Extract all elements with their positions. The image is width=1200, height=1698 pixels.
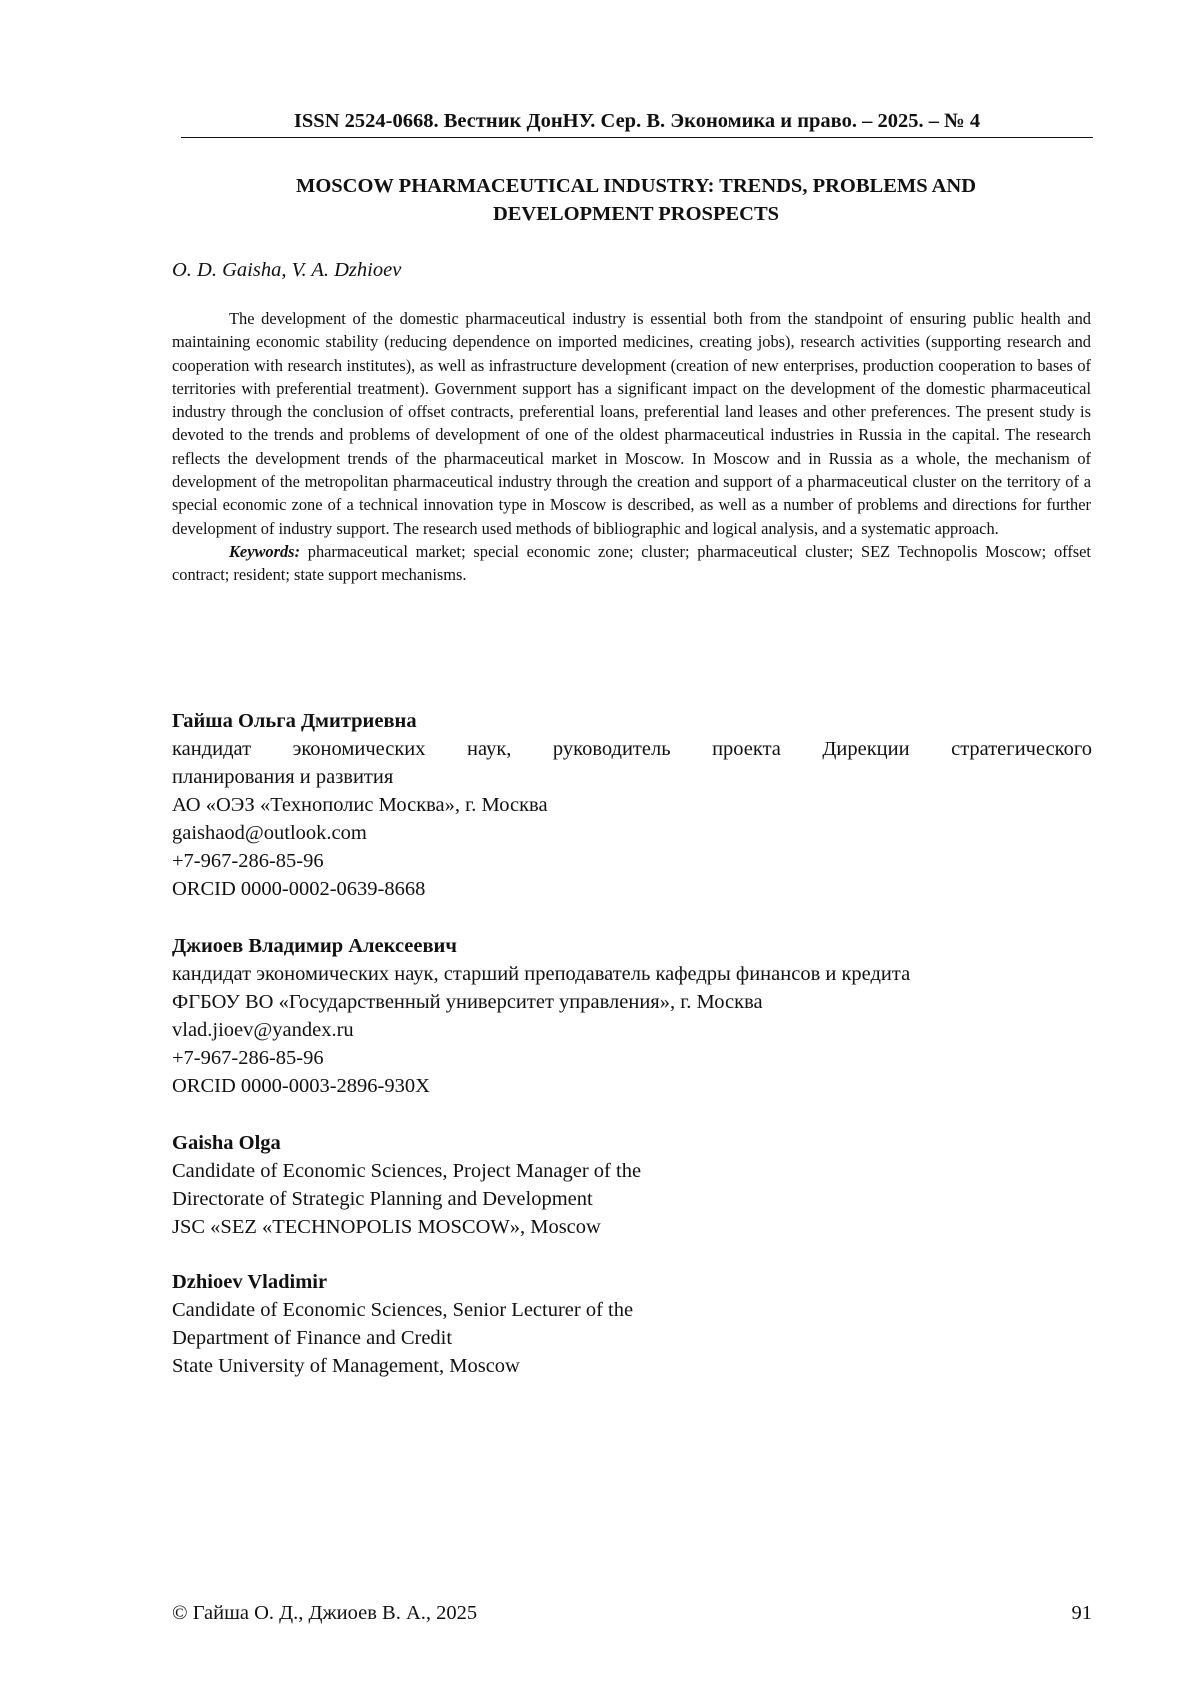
author-email: gaishaod@outlook.com — [172, 822, 367, 844]
author-position: кандидат экономических наук, руководитель проекта Дирекции стратегического — [172, 738, 1092, 760]
author-phone: +7-967-286-85-96 — [172, 1047, 324, 1069]
running-head: ISSN 2524-0668. Вестник ДонНУ. Сер. В. Экономика и право. – 2025. – № 4 — [181, 108, 1093, 138]
author-department: Directorate of Strategic Planning and Development — [172, 1188, 593, 1210]
author-organization: ФГБОУ ВО «Государственный университет управления», г. Москва — [172, 991, 763, 1013]
author-name: Джиоев Владимир Алексеевич — [172, 935, 457, 957]
keywords — [172, 540, 1091, 587]
author-position: Candidate of Economic Sciences, Senior Lecturer of the — [172, 1299, 634, 1321]
author-position: Candidate of Economic Sciences, Project Manager of the — [172, 1160, 642, 1182]
author-email: vlad.jioev@yandex.ru — [172, 1019, 354, 1041]
keywords-label: Keywords: — [229, 541, 301, 561]
author-position: кандидат экономических наук, старший преподаватель кафедры финансов и кредита — [172, 963, 911, 985]
article-title-line-1: MOSCOW PHARMACEUTICAL INDUSTRY: TRENDS, PROBLEMS AND — [295, 175, 977, 197]
article-title — [172, 172, 1100, 228]
article-authors: O. D. Gaisha, V. A. Dzhioev — [172, 259, 402, 281]
author-orcid: ORCID 0000-0002-0639-8668 — [172, 878, 426, 900]
abstract-text: The development of the domestic pharmaceutical industry is essential both from the standpoint of ensuring public health and maintaining economic stability (reducing dependence on imported medicines, creating jobs), research activities (supporting research and cooperation with research institutes), as well as infrastructure development (creation of new enterprises, production cooperation to bases of territories with preferential treatment). Government support has a significant impact on the development of the domestic pharmaceutical industry through the conclusion of offset contracts, preferential loans, preferential land leases and other preferences. The present study is devoted to the trends and problems of development of one of the oldest pharmaceutical industries in Russia in the capital. The research reflects the development trends of the pharmaceutical market in Moscow. In Moscow and in Russia as a whole, the mechanism of development of the metropolitan pharmaceutical industry through the creation and support of a pharmaceutical cluster on the territory of a special economic zone of a technical innovation type in Moscow is described, as well as a number of problems and directions for further development of industry support. The research used methods of bibliographic and logical analysis, and a systematic approach. — [172, 309, 1091, 538]
article-title-line-2: DEVELOPMENT PROSPECTS — [492, 203, 780, 225]
author-name: Gaisha Olga — [172, 1132, 281, 1154]
author-name: Dzhioev Vladimir — [172, 1271, 328, 1293]
author-info-en-1 — [172, 1129, 1092, 1241]
author-department: Department of Finance and Credit — [172, 1327, 453, 1349]
author-phone: +7-967-286-85-96 — [172, 850, 324, 872]
author-position-continued: планирования и развития — [172, 766, 394, 788]
copyright-notice: © Гайша О. Д., Джиоев В. А., 2025 — [172, 1602, 478, 1624]
keywords-text: pharmaceutical market; special economic zone; cluster; pharmaceutical cluster; SEZ Technopolis Moscow; offset contract; resident; state support mechanisms. — [172, 541, 1091, 585]
abstract — [172, 307, 1091, 587]
author-organization: State University of Management, Moscow — [172, 1355, 520, 1377]
author-info-en-2 — [172, 1268, 1092, 1380]
author-info-ru-1 — [172, 707, 1092, 903]
author-info-ru-2 — [172, 932, 1092, 1100]
page-number: 91 — [1071, 1602, 1092, 1624]
author-organization: АО «ОЭЗ «Технополис Москва», г. Москва — [172, 794, 548, 816]
author-organization: JSC «SEZ «TECHNOPOLIS MOSCOW», Moscow — [172, 1216, 601, 1238]
author-name: Гайша Ольга Дмитриевна — [172, 710, 417, 732]
author-orcid: ORCID 0000-0003-2896-930X — [172, 1075, 430, 1097]
